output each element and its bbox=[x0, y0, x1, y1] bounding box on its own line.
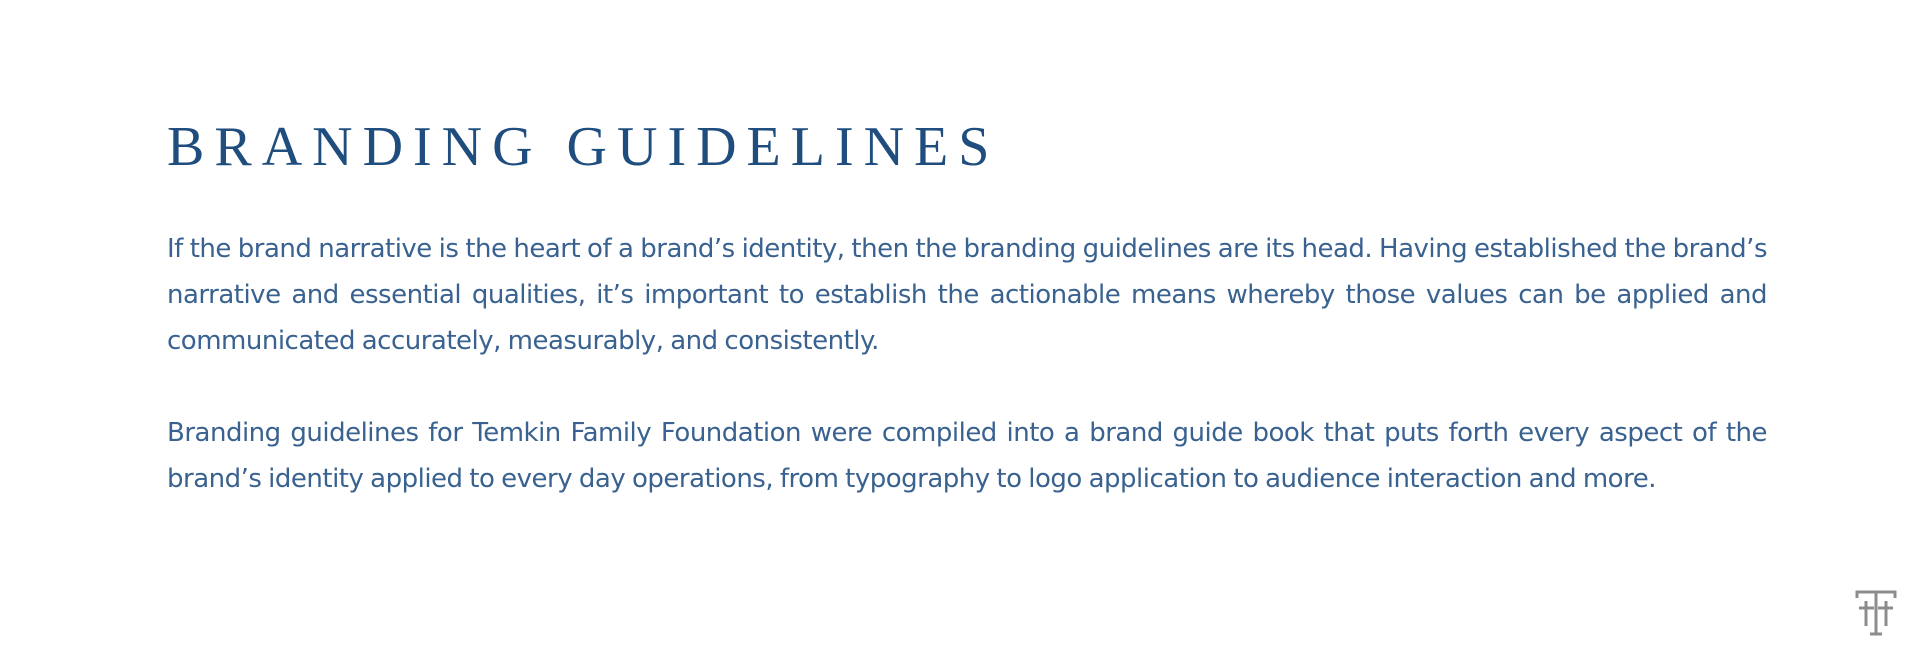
guide-book-paragraph: Branding guidelines for Temkin Family Foundation were compiled into a brand guide book that puts forth every aspect of the brand’s identity applied to every day operations, from typography to logo application to audience interaction and more. bbox=[167, 418, 1767, 494]
page-title: BRANDING GUIDELINES bbox=[167, 116, 1000, 178]
intro-paragraph: If the brand narrative is the heart of a brand’s identity, then the branding guidelines are its head. Having established the brand’s narrative and essential qualities, it’s important to establish the actionable means whereby those values can be applied and communicated accurately, measurably, and consistently. bbox=[167, 234, 1767, 356]
tff-monogram-icon bbox=[1853, 588, 1899, 636]
